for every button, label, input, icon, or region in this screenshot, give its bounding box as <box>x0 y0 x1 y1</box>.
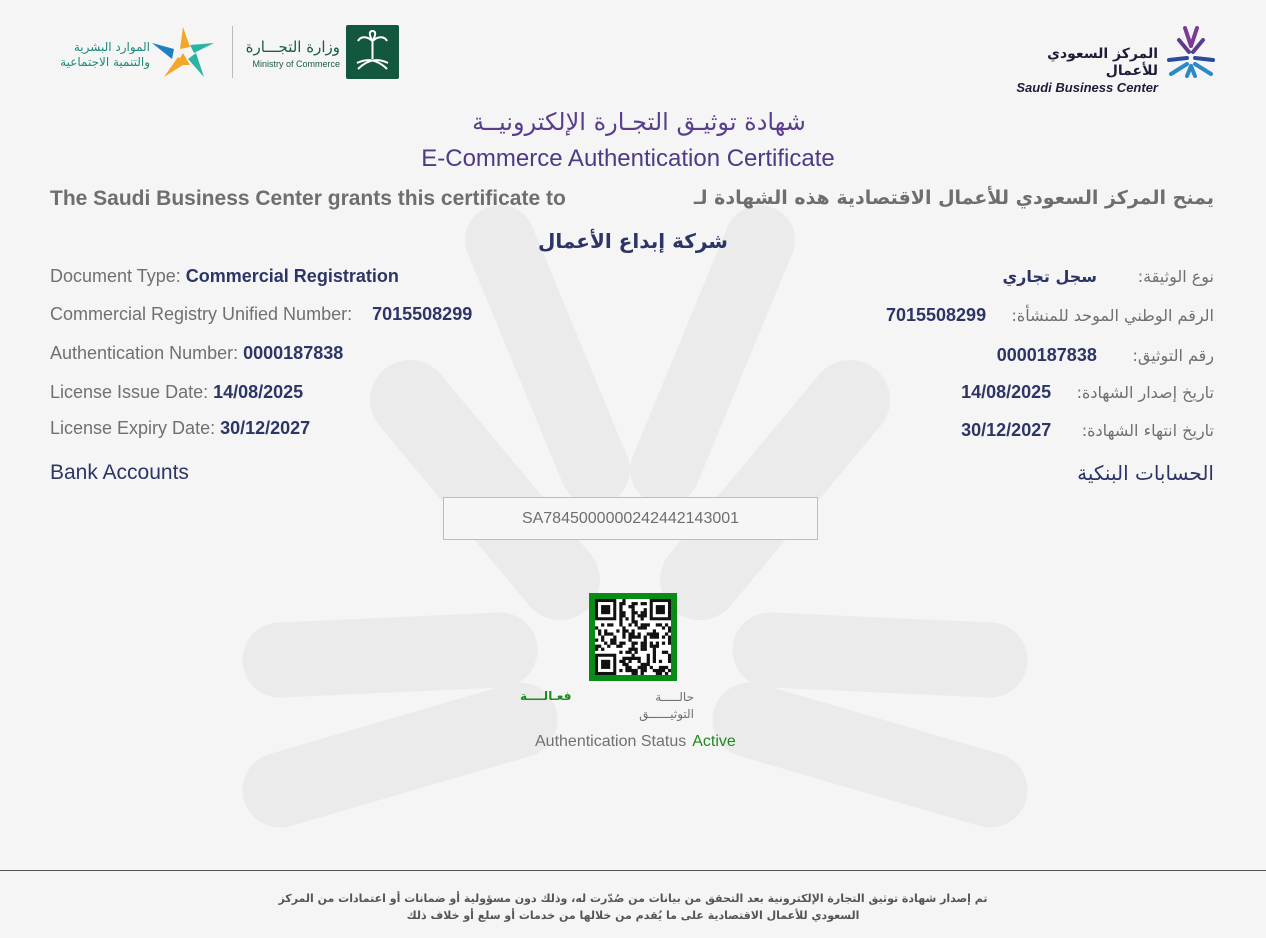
auth-status-label-ar <box>604 689 694 723</box>
issue-date-ar <box>961 382 1214 403</box>
issue-date-en <box>50 382 303 403</box>
document-type-ar <box>1002 267 1214 286</box>
moc-logo-text <box>244 38 340 70</box>
sbc-star-icon <box>1163 24 1219 80</box>
footer-divider <box>0 870 1266 871</box>
hrsd-logo-line2: والتنمية الاجتماعية <box>60 55 150 69</box>
document-type-en <box>50 266 399 287</box>
document-type-value: Commercial Registration <box>185 266 399 286</box>
moc-logo-english: Ministry of Commerce <box>252 59 340 69</box>
certificate-title-english: E-Commerce Authentication Certificate <box>421 145 835 172</box>
hrsd-star-icon <box>150 25 216 81</box>
auth-number-value-ar: 0000187838 <box>996 345 1097 365</box>
sbc-logo-english: Saudi Business Center <box>1016 80 1158 95</box>
unified-number-ar <box>886 305 1214 326</box>
bank-accounts-heading: Bank Accounts <box>50 461 189 484</box>
issue-date-value-ar: 14/08/2025 <box>961 382 1052 402</box>
grant-statement-arabic: يمنح المركز السعودي للأعمال الاقتصادية هذه الشهادة لـ <box>693 187 1214 209</box>
expiry-date-value-ar: 30/12/2027 <box>961 420 1052 440</box>
auth-status-value-ar: فعـالــــة <box>520 689 572 703</box>
expiry-date-ar <box>961 420 1214 441</box>
qr-code-icon[interactable] <box>589 593 677 681</box>
auth-number-label-ar: رقم التوثيق: <box>1132 346 1214 365</box>
hrsd-logo-line1: الموارد البشرية <box>73 40 150 54</box>
auth-number-en <box>50 343 343 364</box>
hrsd-logo-text <box>40 40 150 70</box>
footer-disclaimer-line1: تم إصدار شهادة توثيق التجارة الإلكترونية بعد التحقق من بيانات من صُدّرت له، وذلك دون مسؤولية أو ضمانات أو اعتمادات من المركز <box>278 892 988 905</box>
auth-status-value: Active <box>692 733 736 750</box>
certificate-title-arabic: شهادة توثيـق التجـارة الإلكترونيــة <box>472 108 806 136</box>
auth-number-label: Authentication Number: <box>50 343 239 363</box>
bank-accounts-heading-ar: الحسابات البنكية <box>1077 461 1214 485</box>
auth-status-label-ar-line1: حالـــــة <box>655 690 694 704</box>
auth-status-label-ar-line2: التوثيــــــق <box>639 707 694 721</box>
grant-statement-english: The Saudi Business Center grants this certificate to <box>50 187 566 210</box>
saudi-emblem-icon <box>346 25 399 79</box>
document-type-label: Document Type: <box>50 266 181 286</box>
issue-date-value: 14/08/2025 <box>213 382 304 402</box>
auth-status-en <box>535 733 736 751</box>
unified-number-label-ar: الرقم الوطني الموحد للمنشأة: <box>1011 306 1214 325</box>
sbc-logo-text <box>996 46 1158 96</box>
expiry-date-label: License Expiry Date: <box>50 418 216 438</box>
iban-value: SA7845000000242442143001 <box>521 509 740 527</box>
footer-disclaimer-line2: السعودي للأعمال الاقتصادية على ما يُقدم من خلالها من خدمات أو سلع أو خلاف ذلك <box>406 909 860 922</box>
expiry-date-label-ar: تاريخ انتهاء الشهادة: <box>1081 421 1214 440</box>
expiry-date-en <box>50 418 310 439</box>
qr-code-pattern <box>595 599 671 675</box>
auth-status-label: Authentication Status <box>535 733 687 750</box>
issue-date-label: License Issue Date: <box>50 382 209 402</box>
document-type-label-ar: نوع الوثيقة: <box>1137 267 1214 286</box>
iban-field <box>443 497 818 540</box>
logo-separator <box>232 26 233 78</box>
unified-number-value: 7015508299 <box>372 304 473 324</box>
expiry-date-value: 30/12/2027 <box>220 418 311 438</box>
footer-disclaimer <box>0 890 1266 924</box>
auth-number-ar <box>997 345 1214 366</box>
unified-number-en <box>50 304 472 325</box>
document-type-value-ar: سجل تجاري <box>1002 267 1098 286</box>
auth-number-value: 0000187838 <box>243 343 344 363</box>
sbc-logo-arabic: المركز السعودي للأعمال <box>1047 46 1158 79</box>
company-name: شركة إبداع الأعمال <box>538 229 728 253</box>
unified-number-value-ar: 7015508299 <box>885 305 987 325</box>
moc-logo-arabic: وزارة التجـــارة <box>245 38 340 56</box>
unified-number-label: Commercial Registry Unified Number: <box>50 304 353 324</box>
issue-date-label-ar: تاريخ إصدار الشهادة: <box>1076 383 1214 402</box>
